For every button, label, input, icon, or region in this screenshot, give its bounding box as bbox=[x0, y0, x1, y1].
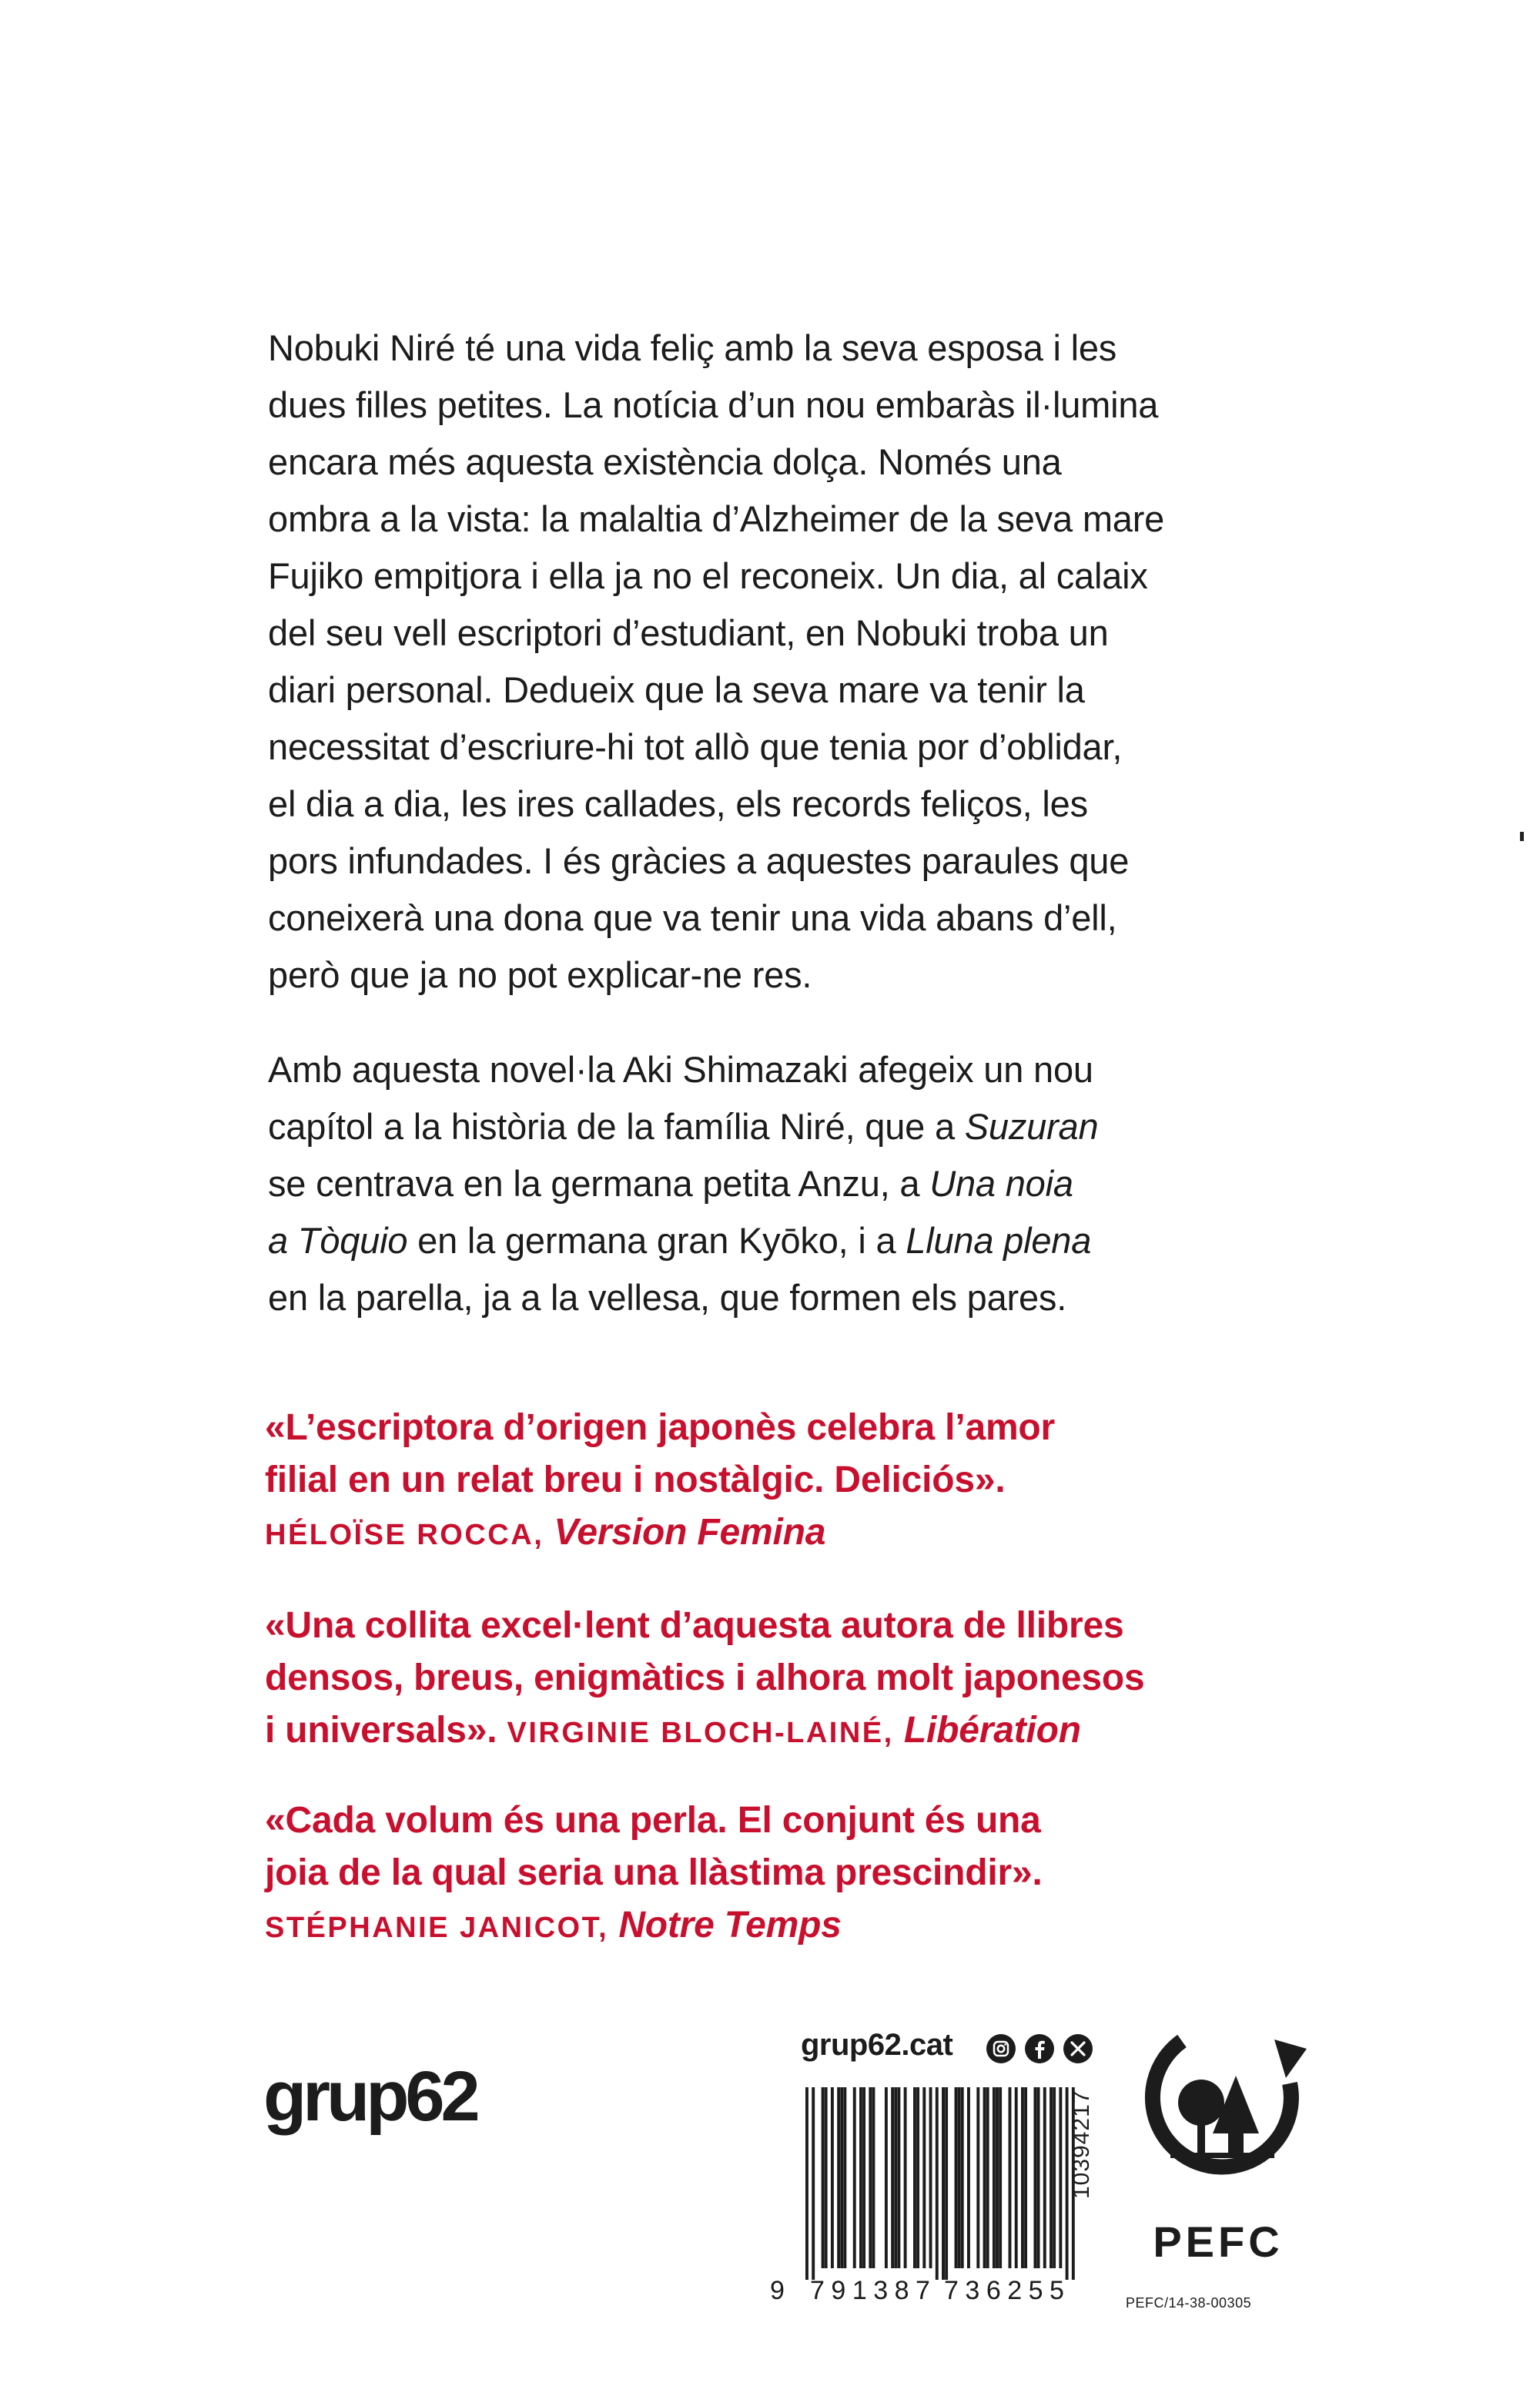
facebook-icon[interactable] bbox=[1024, 2033, 1055, 2064]
quote-author: HÉLOÏSE ROCCA, bbox=[265, 1519, 544, 1551]
blurb-line: del seu vell escriptori d’estudiant, en Nobuki troba un bbox=[268, 612, 1109, 653]
quote-author: VIRGINIE BLOCH-LAINÉ, bbox=[507, 1717, 894, 1749]
blurb-line: diari personal. Dedueix que la seva mare va tenir la bbox=[268, 669, 1085, 710]
book-title-suzuran: Suzuran bbox=[964, 1106, 1099, 1147]
barcode-bar bbox=[1043, 2087, 1046, 2268]
book-title-una-noia: Una noia bbox=[929, 1163, 1073, 1204]
blurb-line: coneixerà una dona que va tenir una vida abans d’ell, bbox=[268, 897, 1117, 938]
barcode-bar bbox=[812, 2087, 815, 2280]
barcode-bar bbox=[913, 2087, 916, 2268]
blurb-text: capítol a la història de la família Niré, que a bbox=[268, 1106, 965, 1147]
blurb-paragraph-1 bbox=[268, 320, 1292, 1004]
barcode-bar bbox=[976, 2087, 979, 2268]
blurb-line: dues filles petites. La notícia d’un nou embaràs il·lumina bbox=[268, 384, 1159, 425]
blurb-line: encara més aquesta existència dolça. Només una bbox=[268, 441, 1062, 482]
barcode-bar bbox=[967, 2087, 970, 2268]
barcode-bar bbox=[825, 2087, 828, 2268]
barcode-bar bbox=[1059, 2087, 1062, 2268]
quote-attribution bbox=[265, 1507, 1312, 1561]
x-icon[interactable] bbox=[1063, 2033, 1093, 2064]
barcode-bar bbox=[859, 2087, 862, 2268]
quote-author: STÉPHANIE JANICOT, bbox=[265, 1912, 609, 1944]
barcode-bar bbox=[831, 2087, 834, 2268]
barcode-bar bbox=[942, 2087, 945, 2280]
quote-attribution bbox=[265, 1899, 1312, 1954]
barcode-bar bbox=[853, 2087, 856, 2268]
barcode-bar bbox=[986, 2087, 989, 2268]
review-quote-1 bbox=[265, 1402, 1312, 1561]
pefc-label: PEFC bbox=[1153, 2217, 1284, 2266]
barcode-bar bbox=[1009, 2087, 1012, 2268]
quote-source: Notre Temps bbox=[618, 1905, 842, 1946]
quote-source: Version Femina bbox=[554, 1512, 826, 1553]
barcode-bar bbox=[993, 2087, 996, 2268]
barcode-bar bbox=[955, 2087, 958, 2268]
barcode-bar bbox=[843, 2087, 846, 2268]
barcode-bar bbox=[891, 2087, 894, 2268]
barcode-bar bbox=[929, 2087, 932, 2268]
barcode-bar bbox=[961, 2087, 964, 2268]
barcode-bar bbox=[916, 2087, 919, 2268]
quote-line bbox=[265, 1704, 1312, 1759]
barcode-bar bbox=[904, 2087, 907, 2268]
blurb-line bbox=[268, 1098, 1292, 1155]
quote-text: i universals». bbox=[265, 1710, 497, 1751]
barcode-side-code: 10394217 bbox=[1069, 2090, 1094, 2199]
quote-line: joia de la qual seria una llàstima prescindir». bbox=[265, 1852, 1043, 1893]
publisher-website[interactable]: grup62.cat bbox=[801, 2028, 953, 2062]
blurb-line bbox=[268, 1212, 1292, 1269]
barcode-bar bbox=[869, 2087, 872, 2268]
pefc-logo bbox=[1128, 2018, 1313, 2272]
pefc-code: PEFC/14-38-00305 bbox=[1126, 2295, 1252, 2311]
blurb-line: el dia a dia, les ires callades, els records feliços, les bbox=[268, 783, 1088, 824]
barcode-bar bbox=[837, 2087, 840, 2268]
barcode-lead-digit: 9 bbox=[770, 2276, 785, 2305]
barcode-bar bbox=[805, 2087, 808, 2280]
barcode-bar bbox=[1024, 2087, 1027, 2268]
quote-source: Libération bbox=[903, 1710, 1081, 1751]
blurb-line: pors infundades. I és gràcies a aquestes paraules que bbox=[268, 840, 1130, 881]
barcode-bar bbox=[1015, 2087, 1018, 2268]
blurb-line: Amb aquesta novel·la Aki Shimazaki afegeix un nou bbox=[268, 1049, 1093, 1090]
quote-line: «Una collita excel·lent d’aquesta autora de llibres bbox=[265, 1605, 1124, 1646]
barcode-bar bbox=[1053, 2087, 1056, 2268]
blurb-line: però que ja no pot explicar-ne res. bbox=[268, 954, 812, 995]
quote-line: densos, breus, enigmàtics i alhora molt japonesos bbox=[265, 1657, 1145, 1698]
barcode-bar bbox=[1066, 2087, 1069, 2280]
blurb-line: Nobuki Niré té una vida feliç amb la seva esposa i les bbox=[268, 327, 1117, 368]
barcode-bar bbox=[885, 2087, 888, 2268]
barcode-bar bbox=[936, 2087, 939, 2280]
barcode-bar bbox=[840, 2087, 843, 2268]
blurb-text: en la germana gran Kyōko, i a bbox=[407, 1220, 906, 1261]
blurb-line: necessitat d’escriure-hi tot allò que tenia por d’oblidar, bbox=[268, 726, 1123, 767]
barcode-bar bbox=[862, 2087, 865, 2268]
barcode-bar bbox=[872, 2087, 875, 2268]
quote-line: filial en un relat breu i nostàlgic. Deliciós». bbox=[265, 1460, 1006, 1500]
barcode-bar bbox=[983, 2087, 986, 2268]
quote-line: «Cada volum és una perla. El conjunt és una bbox=[265, 1800, 1041, 1841]
blurb-text: se centrava en la germana petita Anzu, a bbox=[268, 1163, 930, 1204]
barcode-bar bbox=[945, 2087, 948, 2280]
barcode-group-1: 791387 bbox=[810, 2276, 937, 2305]
blurb-paragraph-2 bbox=[268, 1041, 1292, 1326]
blurb-line bbox=[268, 1155, 1292, 1212]
book-title-lluna-plena: Lluna plena bbox=[906, 1220, 1092, 1261]
instagram-icon[interactable] bbox=[986, 2033, 1016, 2064]
barcode-bar bbox=[999, 2087, 1002, 2268]
barcode-bar bbox=[1050, 2087, 1053, 2268]
review-quote-2 bbox=[265, 1600, 1312, 1759]
barcode-bar bbox=[1021, 2087, 1024, 2268]
blurb-line: ombra a la vista: la malaltia d’Alzheimer de la seva mare bbox=[268, 498, 1165, 539]
stray-mark bbox=[1520, 832, 1524, 841]
quote-line: «L’escriptora d’origen japonès celebra l’amor bbox=[265, 1407, 1056, 1448]
barcode-bar bbox=[897, 2087, 900, 2268]
blurb-line: Fujiko empitjora i ella ja no el reconeix. Un dia, al calaix bbox=[268, 555, 1148, 596]
barcode-bar bbox=[996, 2087, 999, 2268]
barcode-bar bbox=[958, 2087, 961, 2268]
barcode-bar bbox=[822, 2087, 825, 2268]
book-title-a-toquio: a Tòquio bbox=[268, 1220, 408, 1261]
barcode-bar bbox=[1033, 2087, 1036, 2268]
blurb-line: en la parella, ja a la vellesa, que formen els pares. bbox=[268, 1277, 1067, 1318]
barcode-group-2: 736255 bbox=[944, 2276, 1071, 2305]
publisher-logo: grup62 bbox=[263, 2057, 477, 2136]
barcode-bar bbox=[1037, 2087, 1040, 2268]
barcode-bar bbox=[922, 2087, 926, 2268]
barcode-bar bbox=[894, 2087, 897, 2268]
review-quote-3 bbox=[265, 1795, 1312, 1954]
